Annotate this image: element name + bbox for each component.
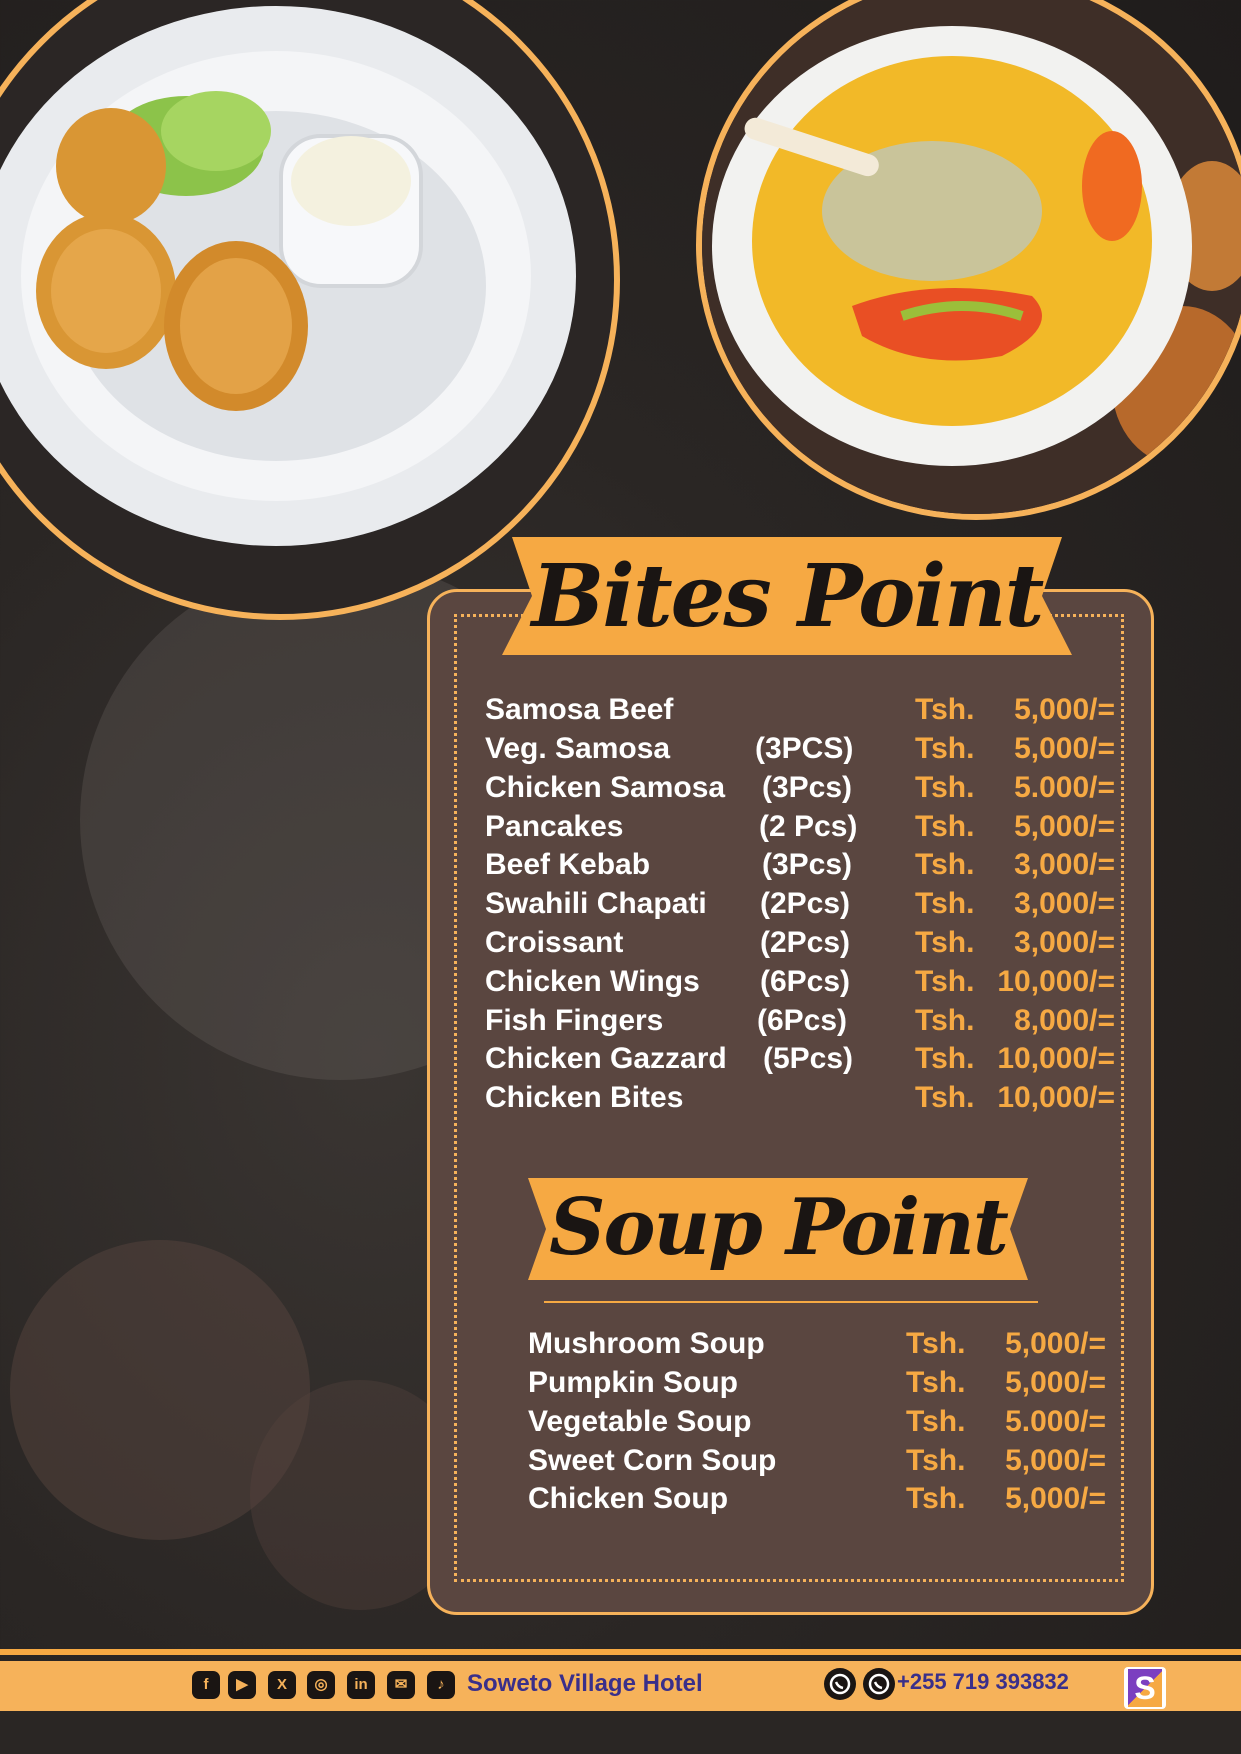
item-qty: (6Pcs) — [760, 965, 851, 998]
list-item — [528, 1482, 1106, 1520]
item-price: 5,000/= — [1005, 1444, 1106, 1477]
x-icon[interactable]: X — [268, 1671, 296, 1699]
footer-bottom-strip — [0, 1711, 1241, 1754]
item-price: 5,000/= — [1014, 732, 1115, 765]
item-price: 10,000/= — [997, 1042, 1115, 1075]
instagram-icon[interactable]: ◎ — [307, 1671, 335, 1699]
item-qty: (2 Pcs) — [759, 810, 858, 843]
messenger-icon[interactable]: ✉ — [387, 1671, 415, 1699]
item-qty: (3Pcs) — [762, 771, 853, 804]
item-currency: Tsh. — [915, 965, 975, 998]
item-price: 10,000/= — [997, 965, 1115, 998]
list-item — [528, 1327, 1106, 1365]
item-price: 3,000/= — [1014, 848, 1115, 881]
item-price: 5,000/= — [1014, 693, 1115, 726]
item-qty: (6Pcs) — [757, 1004, 848, 1037]
item-price: 10,000/= — [997, 1081, 1115, 1114]
item-currency: Tsh. — [915, 848, 975, 881]
soup-point-title: Soup Point — [549, 1182, 1007, 1273]
whatsapp-icon[interactable] — [863, 1668, 895, 1700]
list-item — [528, 1444, 1106, 1482]
item-price: 5,000/= — [1014, 810, 1115, 843]
list-item — [485, 771, 1115, 809]
list-item — [485, 887, 1115, 925]
item-name: Chicken Wings — [485, 965, 700, 998]
item-name: Sweet Corn Soup — [528, 1444, 777, 1477]
item-currency: Tsh. — [915, 771, 975, 804]
item-currency: Tsh. — [906, 1366, 966, 1399]
youtube-icon[interactable]: ▶ — [228, 1671, 256, 1699]
item-name: Samosa Beef — [485, 693, 674, 726]
item-name: Chicken Gazzard — [485, 1042, 727, 1075]
list-item — [485, 1042, 1115, 1080]
bites-point-ribbon — [502, 537, 1072, 655]
item-currency: Tsh. — [915, 1081, 975, 1114]
item-qty: (2Pcs) — [760, 926, 851, 959]
item-qty: (3Pcs) — [762, 848, 853, 881]
list-item — [485, 926, 1115, 964]
item-qty: (5Pcs) — [763, 1042, 854, 1075]
list-item — [528, 1405, 1106, 1443]
item-price: 5.000/= — [1005, 1405, 1106, 1438]
item-price: 5,000/= — [1005, 1482, 1106, 1515]
croquettes-photo — [0, 0, 620, 620]
item-name: Swahili Chapati — [485, 887, 707, 920]
list-item — [528, 1366, 1106, 1404]
item-price: 8,000/= — [1014, 1004, 1115, 1037]
item-qty: (2Pcs) — [760, 887, 851, 920]
soup-point-ribbon — [528, 1178, 1028, 1280]
item-currency: Tsh. — [915, 1004, 975, 1037]
item-price: 5,000/= — [1005, 1366, 1106, 1399]
list-item — [485, 1081, 1115, 1119]
bites-point-title: Bites Point — [531, 546, 1043, 647]
item-currency: Tsh. — [915, 810, 975, 843]
tiktok-icon[interactable]: ♪ — [427, 1671, 455, 1699]
item-currency: Tsh. — [915, 693, 975, 726]
footer-top-line — [0, 1649, 1241, 1655]
item-name: Mushroom Soup — [528, 1327, 765, 1360]
linkedin-icon[interactable]: in — [347, 1671, 375, 1699]
item-currency: Tsh. — [906, 1405, 966, 1438]
item-currency: Tsh. — [915, 926, 975, 959]
item-name: Croissant — [485, 926, 624, 959]
logo-letter: S — [1128, 1669, 1162, 1707]
item-name: Chicken Bites — [485, 1081, 684, 1114]
whatsapp-glyph — [824, 1668, 856, 1700]
list-item — [485, 693, 1115, 731]
list-item — [485, 965, 1115, 1003]
phone-number[interactable]: +255 719 393832 — [897, 1669, 1069, 1694]
list-item — [485, 848, 1115, 886]
list-item — [485, 1004, 1115, 1042]
item-name: Chicken Samosa — [485, 771, 726, 804]
whatsapp-glyph — [863, 1668, 895, 1700]
list-item — [485, 732, 1115, 770]
croquettes-illustration — [0, 0, 614, 614]
soup-divider — [544, 1301, 1038, 1303]
item-name: Veg. Samosa — [485, 732, 671, 765]
item-price: 5.000/= — [1014, 771, 1115, 804]
chicken-soup-photo — [696, 0, 1241, 520]
facebook-icon[interactable]: f — [192, 1671, 220, 1699]
item-price: 3,000/= — [1014, 887, 1115, 920]
list-item — [485, 810, 1115, 848]
item-qty: (3PCS) — [755, 732, 854, 765]
hotel-name: Soweto Village Hotel — [467, 1670, 703, 1697]
item-name: Pancakes — [485, 810, 624, 843]
item-currency: Tsh. — [915, 887, 975, 920]
item-price: 3,000/= — [1014, 926, 1115, 959]
item-name: Fish Fingers — [485, 1004, 664, 1037]
whatsapp-icon[interactable] — [824, 1668, 856, 1700]
item-name: Pumpkin Soup — [528, 1366, 738, 1399]
item-currency: Tsh. — [915, 1042, 975, 1075]
item-name: Beef Kebab — [485, 848, 651, 881]
item-currency: Tsh. — [906, 1482, 966, 1515]
item-currency: Tsh. — [915, 732, 975, 765]
hotel-logo — [1124, 1667, 1166, 1709]
item-currency: Tsh. — [906, 1327, 966, 1360]
soup-illustration — [702, 0, 1241, 514]
item-name: Vegetable Soup — [528, 1405, 752, 1438]
item-currency: Tsh. — [906, 1444, 966, 1477]
item-name: Chicken Soup — [528, 1482, 729, 1515]
item-price: 5,000/= — [1005, 1327, 1106, 1360]
